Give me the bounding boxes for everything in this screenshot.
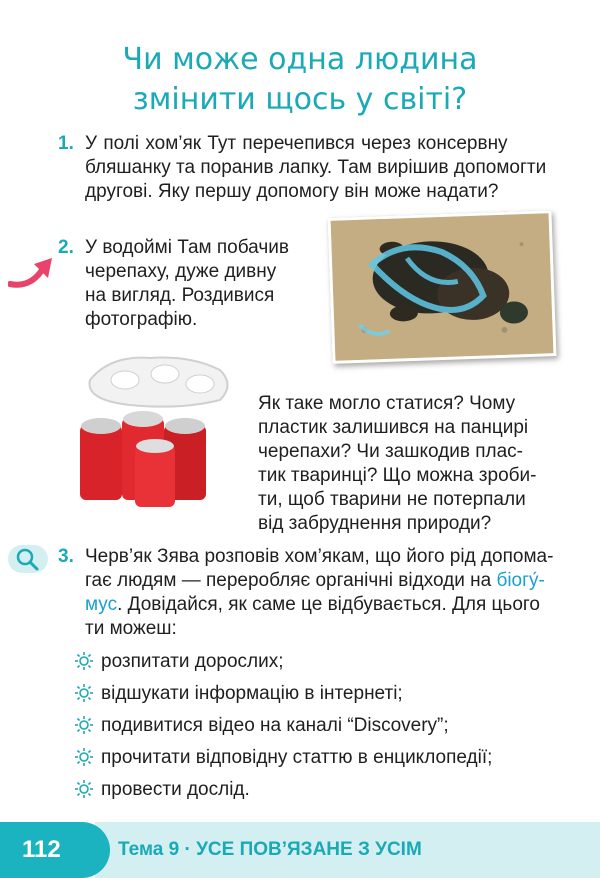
task-3-line-1: Черв’як Зява розповів хом’якам, що його рід допома- <box>85 546 554 567</box>
task-2-line-3: на вигляд. Роздивися <box>85 285 275 306</box>
bullet-text: відшукати інформацію в інтернеті; <box>101 683 403 704</box>
bullet-item <box>75 714 449 738</box>
task-3-text <box>85 545 565 641</box>
task-1-text <box>85 132 555 204</box>
turtle-photo <box>328 210 557 364</box>
bullet-item <box>75 778 250 802</box>
task-2-question-line-5: ти, щоб тварини не потерпали <box>258 489 526 510</box>
bullet-item <box>75 650 284 674</box>
task-1-number: 1. <box>58 133 74 154</box>
task-3-line-4: ти можеш: <box>85 618 177 639</box>
task-2-line-2: черепаху, дуже дивну <box>85 261 277 282</box>
biohumus-link-part-1[interactable]: біогу́- <box>496 570 545 591</box>
magnifier-icon <box>8 545 48 573</box>
bullet-text: прочитати відповідну статтю в енциклопедії; <box>101 747 493 768</box>
bullet-item <box>75 746 492 770</box>
bullet-text: подивитися відео на каналі “Discovery”; <box>101 715 449 736</box>
task-3-line-3 <box>85 593 565 617</box>
task-2-question-line-4: тик тваринці? Що можна зроби- <box>258 465 537 486</box>
task-3-line-2-text: гає людям — переробляє органічні відходи на <box>85 570 497 591</box>
bullet-text: провести дослід. <box>101 779 250 800</box>
bullet-item <box>75 682 403 706</box>
task-2-line-4: фотографію. <box>85 309 198 330</box>
task-2-question-line-6: від забруднення природи? <box>258 513 492 534</box>
task-2-question-line-3: черепахи? Чи зашкодив плас- <box>258 441 524 462</box>
task-2-question-line-1: Як таке могло статися? Чому <box>258 393 516 414</box>
task-3-line-2 <box>85 569 565 593</box>
biohumus-link-part-2[interactable]: мус <box>85 594 118 615</box>
task-1-line-1: У полі хом’як Тут перечепився через консервну <box>85 133 508 154</box>
bullet-text: розпитати дорослих; <box>101 651 284 672</box>
page-title <box>0 40 600 120</box>
task-1-line-2: бляшанку та поранив лапку. Там вирішив допомогти <box>85 157 547 178</box>
task-3-line-3-text: . Довідайся, як саме це відбувається. Для цього <box>117 594 540 615</box>
title-line-2: змінити щось у світі? <box>132 82 468 117</box>
task-2-number: 2. <box>58 237 74 258</box>
soda-cans-with-plastic-rings-image <box>70 350 240 510</box>
pointer-arrow-icon <box>8 252 54 294</box>
sun-bullet-icon <box>75 780 93 798</box>
page-number: 112 <box>22 836 61 863</box>
sun-bullet-icon <box>75 652 93 670</box>
task-2-text <box>85 236 325 332</box>
sun-bullet-icon <box>75 716 93 734</box>
page-footer <box>0 822 600 878</box>
sun-bullet-icon <box>75 684 93 702</box>
footer-topic: Тема 9 · УСЕ ПОВ’ЯЗАНЕ З УСІМ <box>118 839 422 860</box>
task-3-number: 3. <box>58 546 74 567</box>
title-line-1: Чи може одна людина <box>122 42 478 77</box>
task-2-question-line-2: пластик залишився на панцирі <box>258 417 529 438</box>
task-2-questions <box>258 392 560 536</box>
sun-bullet-icon <box>75 748 93 766</box>
task-2-line-1: У водоймі Там побачив <box>85 237 289 258</box>
task-1-line-3: другові. Яку першу допомогу він може надати? <box>85 181 499 202</box>
